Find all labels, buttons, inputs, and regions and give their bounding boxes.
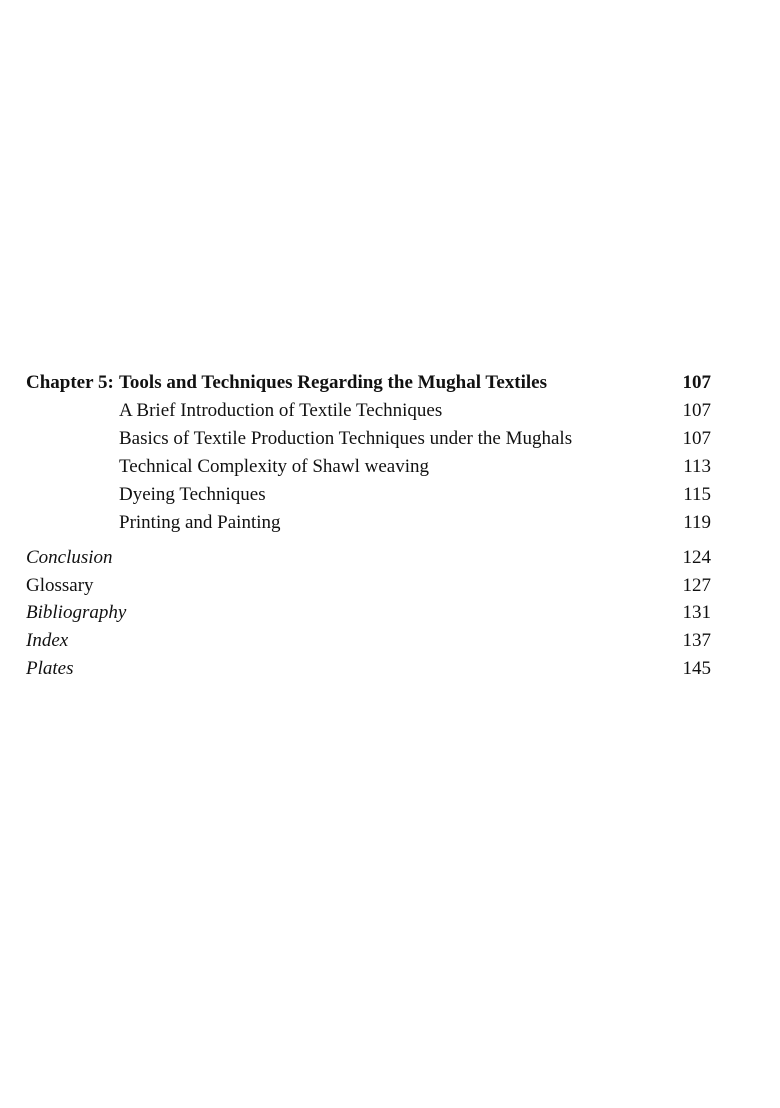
- index-page-number: 137: [682, 630, 711, 651]
- bibliography-title: Bibliography: [26, 602, 127, 623]
- section-title: A Brief Introduction of Textile Techniques: [119, 400, 443, 421]
- plates-page-number: 145: [682, 658, 711, 679]
- back-matter-entry: [0, 545, 780, 571]
- section-page-number: 115: [683, 484, 711, 505]
- plates-title: Plates: [26, 658, 74, 679]
- back-matter-entry: [0, 656, 780, 682]
- bibliography-page-number: 131: [682, 602, 711, 623]
- conclusion-title: Conclusion: [26, 547, 113, 568]
- index-title: Index: [26, 630, 69, 651]
- glossary-page-number: 127: [682, 575, 711, 596]
- section-page-number: 119: [683, 512, 711, 533]
- section-page-number: 107: [682, 400, 711, 421]
- chapter-entry: [0, 370, 780, 396]
- glossary-title: Glossary: [26, 575, 94, 596]
- section-title: Dyeing Techniques: [119, 484, 266, 505]
- back-matter-entry: [0, 600, 780, 626]
- section-title: Technical Complexity of Shawl weaving: [119, 456, 429, 477]
- back-matter-entry: [0, 573, 780, 599]
- section-page-number: 107: [682, 428, 711, 449]
- section-title: Printing and Painting: [119, 512, 281, 533]
- section-entry: [0, 426, 780, 452]
- section-entry: [0, 398, 780, 424]
- chapter-label: Chapter 5:: [26, 372, 114, 393]
- section-entry: [0, 454, 780, 480]
- back-matter-entry: [0, 628, 780, 654]
- section-entry: [0, 482, 780, 508]
- section-page-number: 113: [683, 456, 711, 477]
- chapter-title: Tools and Techniques Regarding the Mughal Textiles: [119, 372, 547, 393]
- chapter-page-number: 107: [682, 372, 711, 393]
- conclusion-page-number: 124: [682, 547, 711, 568]
- section-entry: [0, 510, 780, 536]
- section-title: Basics of Textile Production Techniques under the Mughals: [119, 428, 573, 449]
